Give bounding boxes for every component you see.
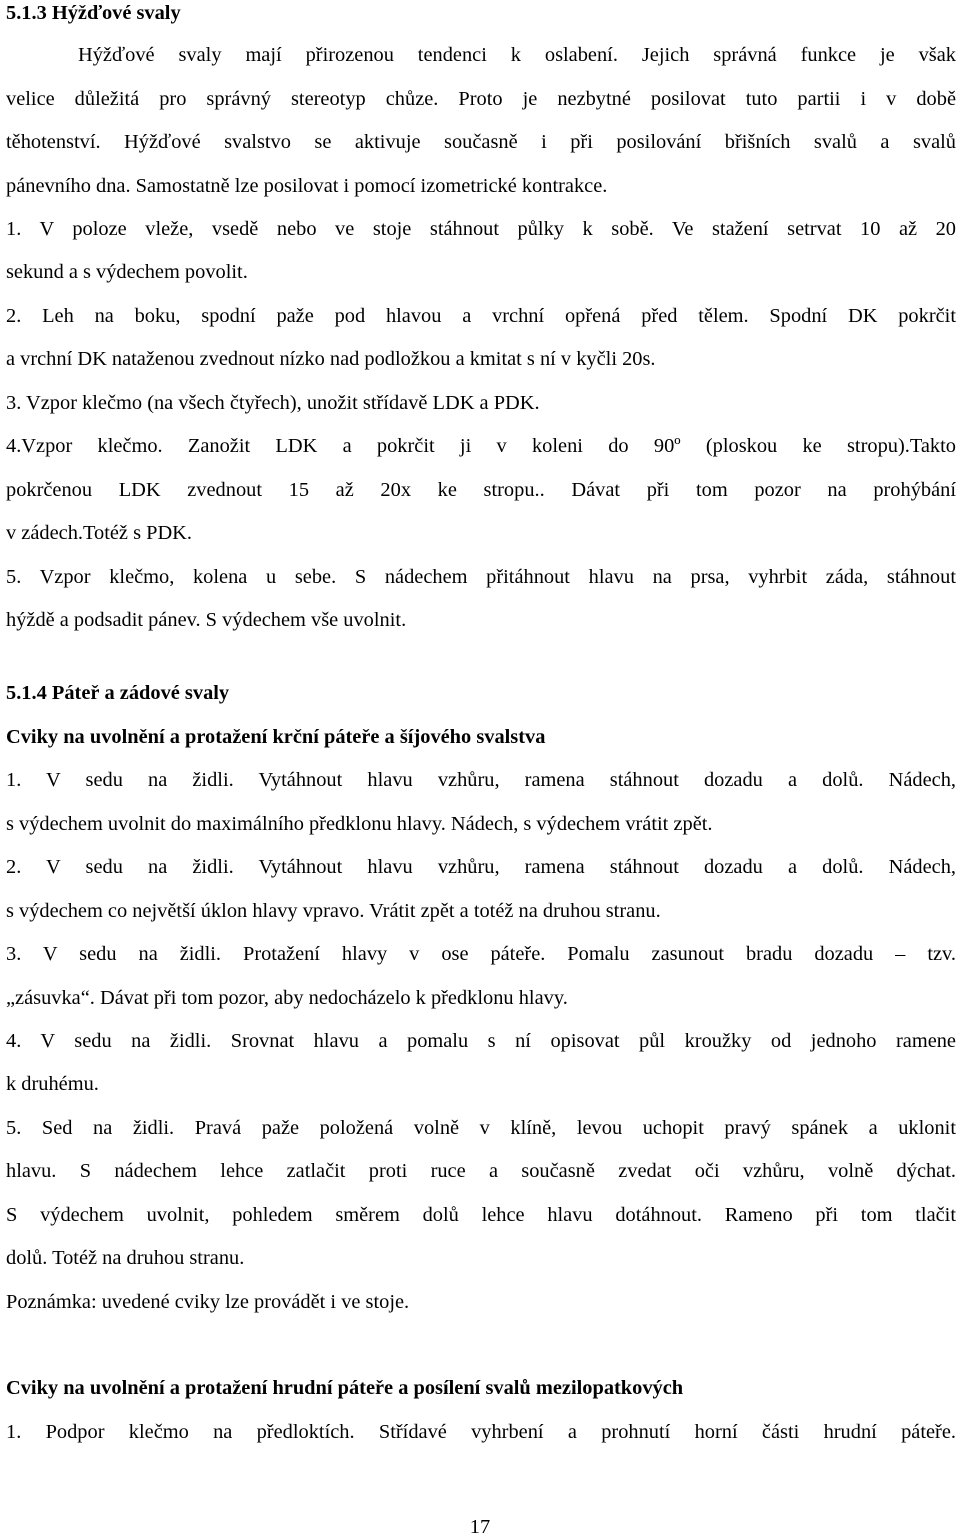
note-line: Poznámka: uvedené cviky lze provádět i ve stoje. [6, 1291, 410, 1313]
section-heading: 5.1.4 Páteř a zádové svaly [6, 682, 230, 704]
list-item: 3. Vzpor klečmo (na všech čtyřech), unožit střídavě LDK a PDK. [6, 392, 540, 414]
list-item: 4.Vzpor klečmo. Zanožit LDK a pokrčit ji v koleni do 90º (ploskou ke stropu).Takto [6, 435, 956, 457]
subsection-heading: Cviky na uvolnění a protažení hrudní páteře a posílení svalů mezilopatkových [6, 1377, 684, 1399]
list-item: 1. V poloze vleže, vsedě nebo ve stoje stáhnout půlky k sobě. Ve stažení setrvat 10 až 20 [6, 218, 956, 240]
list-item-continuation: hlavu. S nádechem lehce zatlačit proti ruce a současně zvedat oči vzhůru, volně dýchat. [6, 1160, 956, 1182]
list-item-continuation: v zádech.Totéž s PDK. [6, 522, 192, 544]
list-item: 1. Podpor klečmo na předloktích. Střídavé vyhrbení a prohnutí horní části hrudní páteře. [6, 1421, 956, 1443]
paragraph-line: Hýžďové svaly mají přirozenou tendenci k oslabení. Jejich správná funkce je však [78, 44, 956, 66]
subsection-heading: Cviky na uvolnění a protažení krční páteře a šíjového svalstva [6, 726, 546, 748]
page-number: 17 [469, 1516, 491, 1538]
paragraph-line: těhotenství. Hýžďové svalstvo se aktivuje současně i při posilování břišních svalů a svalů [6, 131, 956, 153]
list-item: 2. V sedu na židli. Vytáhnout hlavu vzhůru, ramena stáhnout dozadu a dolů. Nádech, [6, 856, 956, 878]
paragraph-line: velice důležitá pro správný stereotyp chůze. Proto je nezbytné posilovat tuto partii i v době [6, 88, 956, 110]
list-item: 1. V sedu na židli. Vytáhnout hlavu vzhůru, ramena stáhnout dozadu a dolů. Nádech, [6, 769, 956, 791]
list-item-continuation: dolů. Totéž na druhou stranu. [6, 1247, 245, 1269]
list-item-continuation: s výdechem uvolnit do maximálního předklonu hlavy. Nádech, s výdechem vrátit zpět. [6, 813, 713, 835]
list-item-continuation: s výdechem co největší úklon hlavy vpravo. Vrátit zpět a totéž na druhou stranu. [6, 900, 661, 922]
list-item: 5. Sed na židli. Pravá paže položená volně v klíně, levou uchopit pravý spánek a uklonit [6, 1117, 956, 1139]
list-item-continuation: a vrchní DK nataženou zvednout nízko nad podložkou a kmitat s ní v kyčli 20s. [6, 348, 656, 370]
list-item-continuation: pokrčenou LDK zvednout 15 až 20x ke stropu.. Dávat při tom pozor na prohýbání [6, 479, 956, 501]
list-item: 5. Vzpor klečmo, kolena u sebe. S nádechem přitáhnout hlavu na prsa, vyhrbit záda, stáhnout [6, 566, 956, 588]
list-item: 4. V sedu na židli. Srovnat hlavu a pomalu s ní opisovat půl kroužky od jednoho ramene [6, 1030, 956, 1052]
list-item-continuation: hýždě a podsadit pánev. S výdechem vše uvolnit. [6, 609, 407, 631]
list-item-continuation: „zásuvka“. Dávat při tom pozor, aby nedocházelo k předklonu hlavy. [6, 987, 568, 1009]
list-item: 3. V sedu na židli. Protažení hlavy v ose páteře. Pomalu zasunout bradu dozadu – tzv. [6, 943, 956, 965]
list-item: 2. Leh na boku, spodní paže pod hlavou a vrchní opřená před tělem. Spodní DK pokrčit [6, 305, 956, 327]
list-item-continuation: S výdechem uvolnit, pohledem směrem dolů lehce hlavu dotáhnout. Rameno při tom tlačit [6, 1204, 956, 1226]
list-item-continuation: k druhému. [6, 1073, 99, 1095]
paragraph-line: pánevního dna. Samostatně lze posilovat i pomocí izometrické kontrakce. [6, 175, 608, 197]
section-heading: 5.1.3 Hýžďové svaly [6, 2, 181, 24]
list-item-continuation: sekund a s výdechem povolit. [6, 261, 248, 283]
